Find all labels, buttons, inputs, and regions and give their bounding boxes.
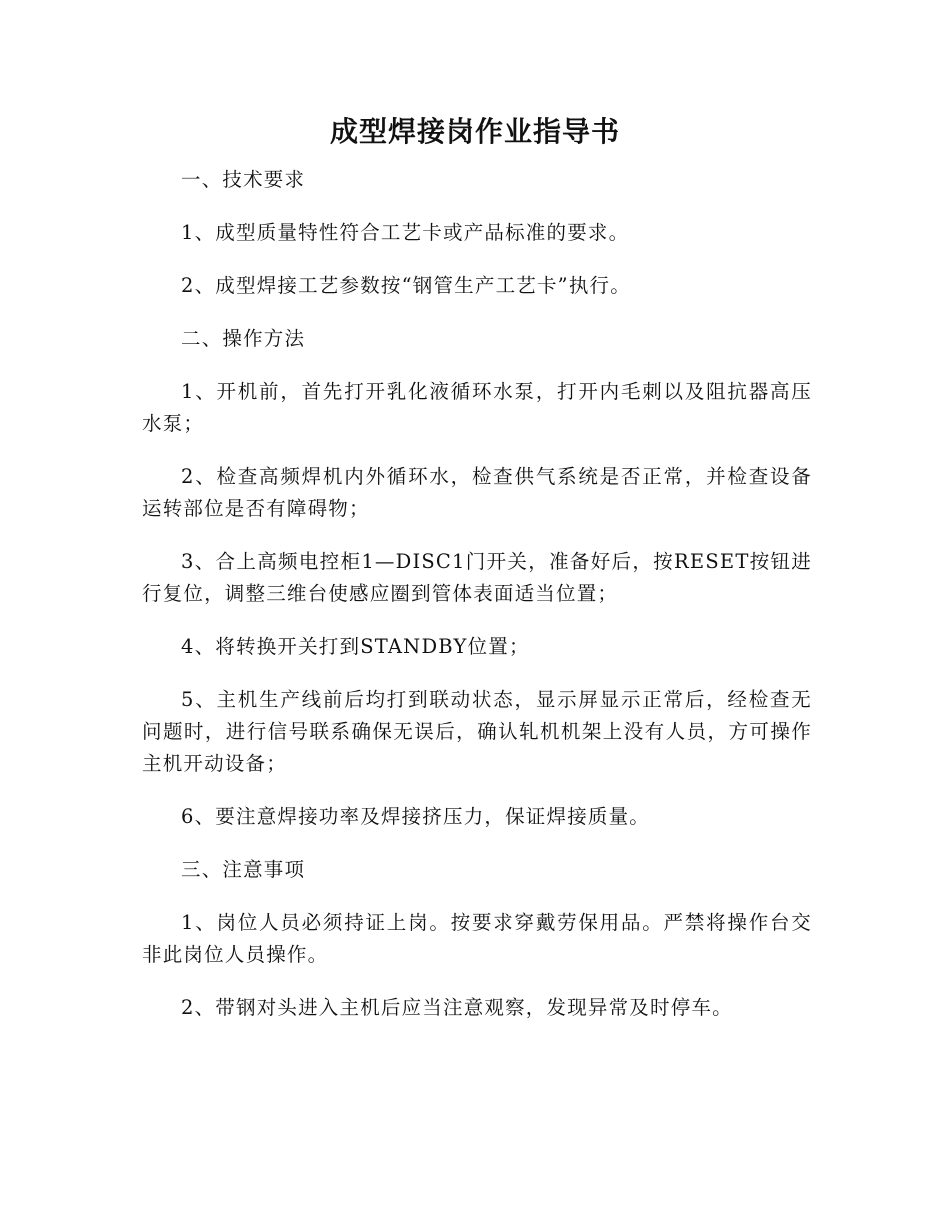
paragraph: 2、成型焊接工艺参数按“钢管生产工艺卡”执行。: [181, 274, 631, 297]
section-heading-operation-method: 二、操作方法: [181, 327, 306, 350]
paragraph: 2、检查高频焊机内外循环水，检查供气系统是否正常，并检查设备运转部位是否有障碍物；: [142, 465, 812, 520]
paragraph: 3、合上高频电控柜1—DISC1门开关，准备好后，按RESET按钮进行复位，调整三维台使感应圈到管体表面适当位置；: [142, 550, 812, 605]
paragraph: 2、带钢对头进入主机后应当注意观察，发现异常及时停车。: [181, 996, 733, 1019]
paragraph: 4、将转换开关打到STANDBY位置；: [181, 635, 530, 658]
section-heading-precautions: 三、注意事项: [181, 858, 306, 881]
section-heading-technical-requirements: 一、技术要求: [181, 168, 306, 191]
document-title: 成型焊接岗作业指导书: [329, 115, 620, 148]
paragraph: 5、主机生产线前后均打到联动状态，显示屏显示正常后，经检查无问题时，进行信号联系确保无误后，确认轧机机架上没有人员，方可操作主机开动设备；: [142, 688, 812, 775]
document-body: [142, 164, 812, 1045]
paragraph: 1、成型质量特性符合工艺卡或产品标准的要求。: [181, 221, 630, 244]
paragraph: 1、开机前，首先打开乳化液循环水泵，打开内毛刺以及阻抗器高压水泵；: [142, 380, 812, 435]
paragraph: 6、要注意焊接功率及焊接挤压力，保证焊接质量。: [181, 805, 651, 828]
paragraph: 1、岗位人员必须持证上岗。按要求穿戴劳保用品。严禁将操作台交非此岗位人员操作。: [142, 911, 812, 966]
